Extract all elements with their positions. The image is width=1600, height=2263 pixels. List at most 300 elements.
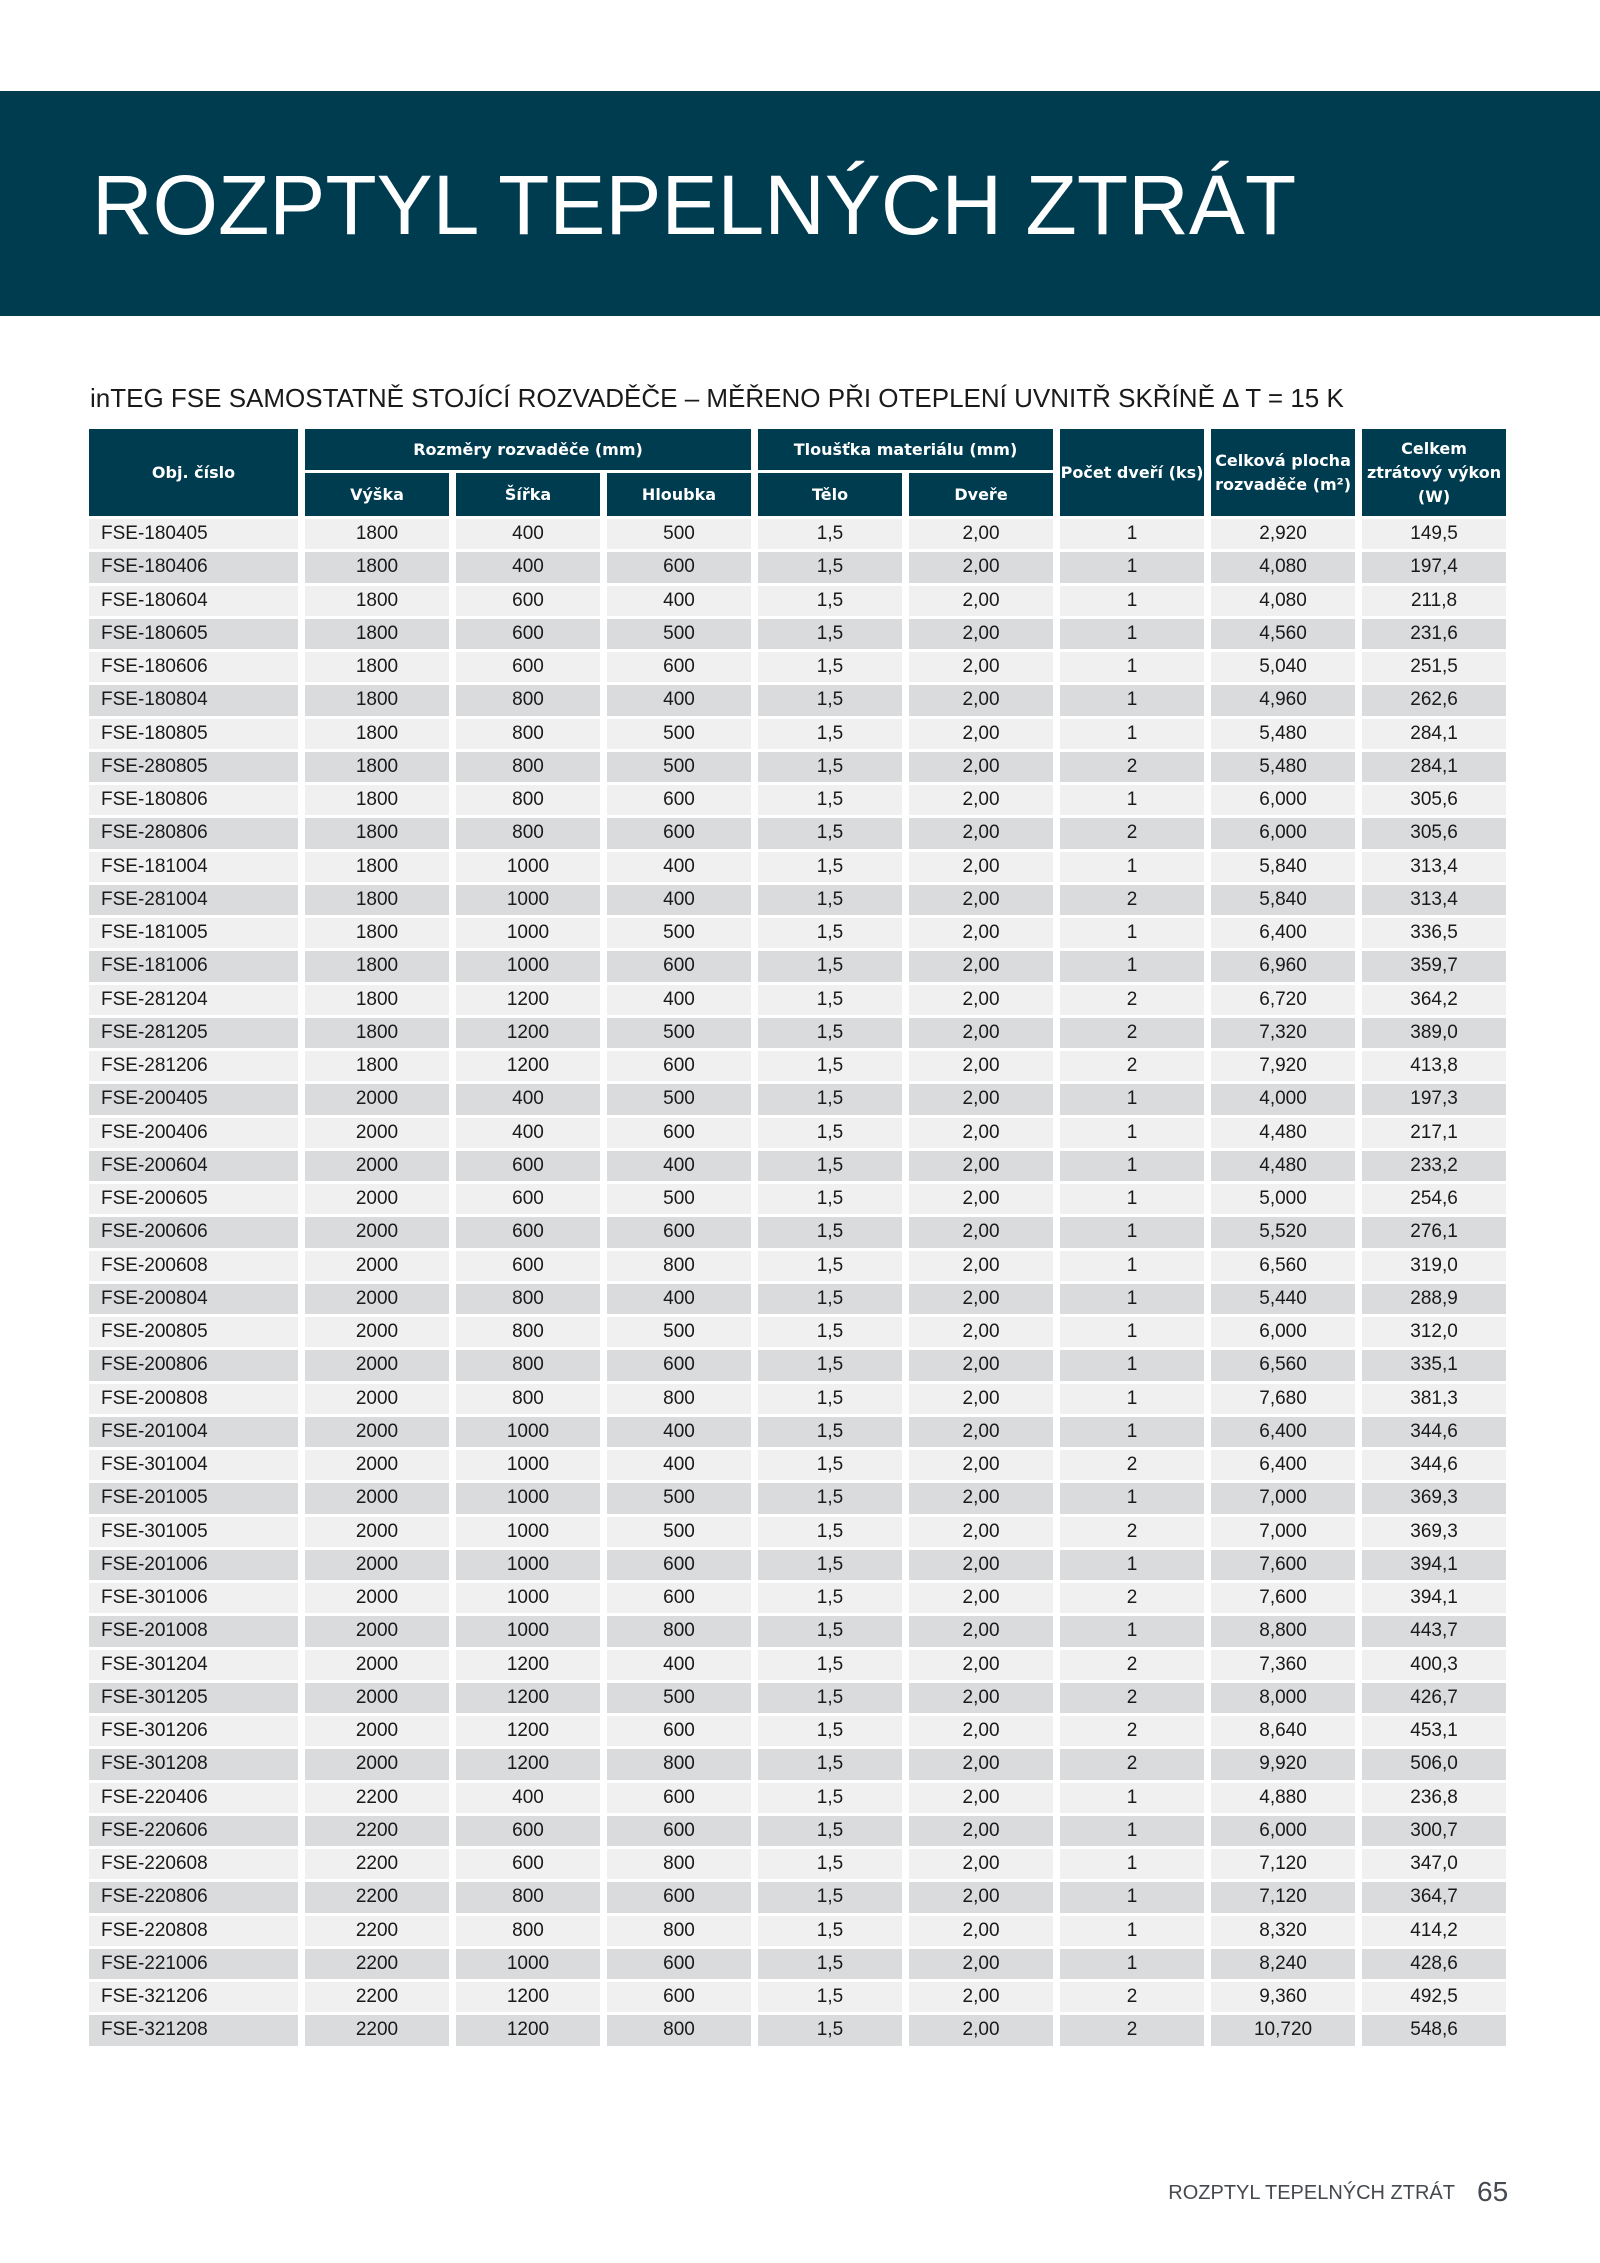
table-cell: 1: [1060, 785, 1204, 815]
table-cell: FSE-200406: [89, 1118, 298, 1148]
table-cell: FSE-200604: [89, 1151, 298, 1181]
table-cell: 1,5: [758, 1284, 902, 1314]
table-cell: 2,00: [909, 918, 1053, 948]
table-cell: 1800: [305, 885, 449, 915]
table-row: [89, 1716, 1506, 1746]
table-cell: FSE-180604: [89, 586, 298, 616]
table-cell: FSE-180406: [89, 552, 298, 582]
table-cell: 1200: [456, 1982, 600, 2012]
header-height: Výška: [305, 473, 449, 516]
table-cell: 414,2: [1362, 1916, 1506, 1946]
table-cell: 251,5: [1362, 652, 1506, 682]
table-cell: 2000: [305, 1317, 449, 1347]
table-cell: FSE-200804: [89, 1284, 298, 1314]
table-cell: 1: [1060, 1118, 1204, 1148]
table-cell: FSE-181006: [89, 951, 298, 981]
table-cell: FSE-180606: [89, 652, 298, 682]
table-cell: 2: [1060, 752, 1204, 782]
table-cell: 800: [456, 1882, 600, 1912]
table-cell: 6,400: [1211, 1450, 1355, 1480]
table-cell: 600: [456, 1184, 600, 1214]
table-cell: 2,00: [909, 1217, 1053, 1247]
table-cell: FSE-280805: [89, 752, 298, 782]
table-cell: 2000: [305, 1650, 449, 1680]
table-cell: 600: [607, 1816, 751, 1846]
heat-loss-table: [82, 426, 1513, 2049]
table-cell: 500: [607, 918, 751, 948]
table-cell: 2200: [305, 1783, 449, 1813]
table-cell: 2: [1060, 2015, 1204, 2045]
table-cell: 2000: [305, 1483, 449, 1513]
table-cell: 2000: [305, 1151, 449, 1181]
table-cell: FSE-301206: [89, 1716, 298, 1746]
table-cell: 2,00: [909, 1450, 1053, 1480]
table-cell: 1,5: [758, 1051, 902, 1081]
table-cell: 1,5: [758, 951, 902, 981]
table-row: [89, 1683, 1506, 1713]
table-row: [89, 619, 1506, 649]
table-cell: 1000: [456, 918, 600, 948]
table-cell: 1: [1060, 1916, 1204, 1946]
table-cell: 600: [456, 1849, 600, 1879]
table-cell: FSE-301204: [89, 1650, 298, 1680]
table-cell: 1800: [305, 985, 449, 1015]
table-cell: 7,600: [1211, 1550, 1355, 1580]
table-cell: 1,5: [758, 1350, 902, 1380]
header-thickness-group: Tloušťka materiálu (mm): [758, 429, 1053, 470]
table-cell: 7,120: [1211, 1849, 1355, 1879]
table-row: [89, 1849, 1506, 1879]
table-cell: 8,800: [1211, 1616, 1355, 1646]
table-cell: FSE-201008: [89, 1616, 298, 1646]
table-cell: 1000: [456, 1517, 600, 1547]
table-cell: 2,00: [909, 1317, 1053, 1347]
table-cell: 1200: [456, 1650, 600, 1680]
table-cell: 6,720: [1211, 985, 1355, 1015]
table-cell: FSE-221006: [89, 1949, 298, 1979]
table-cell: 400: [607, 1650, 751, 1680]
table-cell: 6,000: [1211, 785, 1355, 815]
table-cell: FSE-220608: [89, 1849, 298, 1879]
table-cell: 7,680: [1211, 1384, 1355, 1414]
table-cell: 1,5: [758, 1583, 902, 1613]
table-cell: 1,5: [758, 619, 902, 649]
table-cell: 1,5: [758, 1118, 902, 1148]
table-cell: 2000: [305, 1084, 449, 1114]
table-cell: 1800: [305, 752, 449, 782]
table-cell: 600: [607, 1882, 751, 1912]
table-cell: 1: [1060, 1217, 1204, 1247]
table-cell: 426,7: [1362, 1683, 1506, 1713]
table-cell: 211,8: [1362, 586, 1506, 616]
table-cell: FSE-200808: [89, 1384, 298, 1414]
table-row: [89, 1284, 1506, 1314]
table-cell: 231,6: [1362, 619, 1506, 649]
table-cell: 1,5: [758, 1849, 902, 1879]
table-cell: 400: [456, 552, 600, 582]
table-cell: 1000: [456, 1616, 600, 1646]
table-cell: 600: [607, 818, 751, 848]
table-cell: 359,7: [1362, 951, 1506, 981]
table-cell: FSE-281204: [89, 985, 298, 1015]
table-cell: 7,000: [1211, 1517, 1355, 1547]
table-cell: 2000: [305, 1517, 449, 1547]
table-cell: 1: [1060, 1849, 1204, 1879]
table-cell: 600: [456, 1251, 600, 1281]
table-cell: 2000: [305, 1184, 449, 1214]
header-area: Celková plocha rozvaděče (m²): [1211, 429, 1355, 516]
table-cell: 1: [1060, 652, 1204, 682]
table-cell: 313,4: [1362, 852, 1506, 882]
table-cell: 2000: [305, 1583, 449, 1613]
table-cell: 1800: [305, 951, 449, 981]
table-cell: 2000: [305, 1716, 449, 1746]
table-cell: 1,5: [758, 719, 902, 749]
table-body: [89, 519, 1506, 2046]
table-cell: 600: [607, 1716, 751, 1746]
table-cell: 1,5: [758, 1650, 902, 1680]
table-cell: 1: [1060, 1816, 1204, 1846]
table-cell: 2000: [305, 1616, 449, 1646]
table-cell: 800: [456, 752, 600, 782]
table-cell: 800: [456, 1384, 600, 1414]
table-cell: 335,1: [1362, 1350, 1506, 1380]
table-cell: 312,0: [1362, 1317, 1506, 1347]
table-cell: 2000: [305, 1450, 449, 1480]
table-cell: 1: [1060, 619, 1204, 649]
table-row: [89, 1882, 1506, 1912]
table-cell: 1,5: [758, 652, 902, 682]
table-cell: 2000: [305, 1749, 449, 1779]
header-door-count: Počet dveří (ks): [1060, 429, 1204, 516]
table-cell: 2,00: [909, 1517, 1053, 1547]
table-row: [89, 1483, 1506, 1513]
table-cell: 2200: [305, 1849, 449, 1879]
table-cell: 6,000: [1211, 1317, 1355, 1347]
header-code: Obj. číslo: [89, 429, 298, 516]
table-cell: 1000: [456, 885, 600, 915]
table-cell: 2,00: [909, 1949, 1053, 1979]
table-cell: 1200: [456, 1749, 600, 1779]
table-cell: 5,000: [1211, 1184, 1355, 1214]
table-row: [89, 2015, 1506, 2045]
table-cell: 1,5: [758, 1450, 902, 1480]
table-cell: 600: [607, 1550, 751, 1580]
table-cell: 500: [607, 719, 751, 749]
table-row: [89, 1616, 1506, 1646]
table-row: [89, 552, 1506, 582]
table-cell: FSE-201004: [89, 1417, 298, 1447]
table-cell: 400: [607, 985, 751, 1015]
table-cell: 413,8: [1362, 1051, 1506, 1081]
table-cell: 800: [456, 785, 600, 815]
table-cell: 600: [607, 951, 751, 981]
table-cell: 1000: [456, 1949, 600, 1979]
table-cell: FSE-201006: [89, 1550, 298, 1580]
table-cell: 600: [607, 1217, 751, 1247]
table-cell: 2000: [305, 1350, 449, 1380]
table-cell: 8,240: [1211, 1949, 1355, 1979]
table-cell: 1800: [305, 586, 449, 616]
page-title: ROZPTYL TEPELNÝCH ZTRÁT: [92, 158, 1297, 252]
table-row: [89, 1317, 1506, 1347]
table-cell: 7,600: [1211, 1583, 1355, 1613]
table-row: [89, 1450, 1506, 1480]
table-cell: 1: [1060, 951, 1204, 981]
table-cell: 2200: [305, 1816, 449, 1846]
table-cell: 1: [1060, 852, 1204, 882]
table-cell: 2000: [305, 1217, 449, 1247]
table-cell: FSE-200606: [89, 1217, 298, 1247]
table-cell: 2,00: [909, 1816, 1053, 1846]
table-cell: 2,00: [909, 1051, 1053, 1081]
table-row: [89, 1118, 1506, 1148]
header-width: Šířka: [456, 473, 600, 516]
table-cell: 2,00: [909, 1882, 1053, 1912]
table-cell: FSE-220606: [89, 1816, 298, 1846]
table-row: [89, 1350, 1506, 1380]
table-cell: 600: [456, 586, 600, 616]
table-cell: 1: [1060, 1550, 1204, 1580]
table-cell: 600: [607, 1982, 751, 2012]
table-cell: 600: [607, 1051, 751, 1081]
table-cell: 400: [607, 586, 751, 616]
table-cell: 2000: [305, 1683, 449, 1713]
table-cell: 400: [456, 1084, 600, 1114]
table-row: [89, 1550, 1506, 1580]
table-cell: 500: [607, 1317, 751, 1347]
table-cell: 600: [607, 785, 751, 815]
table-cell: 2: [1060, 885, 1204, 915]
table-row: [89, 852, 1506, 882]
table-cell: 2,00: [909, 752, 1053, 782]
table-cell: 9,360: [1211, 1982, 1355, 2012]
table-cell: 1,5: [758, 1683, 902, 1713]
table-cell: 2,00: [909, 951, 1053, 981]
table-cell: 7,320: [1211, 1018, 1355, 1048]
table-cell: 344,6: [1362, 1417, 1506, 1447]
table-row: [89, 519, 1506, 549]
table-cell: 492,5: [1362, 1982, 1506, 2012]
table-cell: 1800: [305, 785, 449, 815]
table-row: [89, 1583, 1506, 1613]
table-cell: 1,5: [758, 852, 902, 882]
header-depth: Hloubka: [607, 473, 751, 516]
table-cell: 5,840: [1211, 885, 1355, 915]
table-cell: 400: [607, 1151, 751, 1181]
table-cell: 1,5: [758, 1217, 902, 1247]
table-cell: 800: [607, 1749, 751, 1779]
table-cell: 2,00: [909, 685, 1053, 715]
table-cell: 305,6: [1362, 785, 1506, 815]
table-cell: 344,6: [1362, 1450, 1506, 1480]
table-subtitle: inTEG FSE SAMOSTATNĚ STOJÍCÍ ROZVADĚČE – MĚŘENO PŘI OTEPLENÍ UVNITŘ SKŘÍNĚ Δ T = 15 K: [90, 383, 1344, 413]
table-cell: 1: [1060, 1184, 1204, 1214]
table-cell: 600: [607, 652, 751, 682]
table-cell: 1200: [456, 1018, 600, 1048]
table-cell: 600: [607, 1350, 751, 1380]
table-cell: FSE-181005: [89, 918, 298, 948]
table-cell: 9,920: [1211, 1749, 1355, 1779]
table-cell: 8,640: [1211, 1716, 1355, 1746]
table-cell: 2: [1060, 1982, 1204, 2012]
table-cell: FSE-180804: [89, 685, 298, 715]
table-cell: 500: [607, 1483, 751, 1513]
table-cell: 800: [607, 1616, 751, 1646]
table-cell: 400: [456, 1118, 600, 1148]
table-cell: 600: [456, 1151, 600, 1181]
table-cell: 600: [456, 1217, 600, 1247]
table-cell: 2200: [305, 1916, 449, 1946]
table-cell: 1: [1060, 685, 1204, 715]
table-cell: 2: [1060, 1683, 1204, 1713]
table-cell: 1: [1060, 586, 1204, 616]
table-cell: 1: [1060, 1084, 1204, 1114]
table-cell: 2000: [305, 1417, 449, 1447]
table-cell: 284,1: [1362, 719, 1506, 749]
table-cell: 4,880: [1211, 1783, 1355, 1813]
table-cell: 1000: [456, 1550, 600, 1580]
table-cell: 800: [456, 818, 600, 848]
table-cell: 347,0: [1362, 1849, 1506, 1879]
table-cell: FSE-280806: [89, 818, 298, 848]
table-cell: FSE-301205: [89, 1683, 298, 1713]
table-cell: 276,1: [1362, 1217, 1506, 1247]
table-row: [89, 1749, 1506, 1779]
table-cell: 4,000: [1211, 1084, 1355, 1114]
table-cell: 2,00: [909, 1650, 1053, 1680]
table-cell: 197,4: [1362, 552, 1506, 582]
table-row: [89, 918, 1506, 948]
header-doors: Dveře: [909, 473, 1053, 516]
table-cell: 600: [607, 1783, 751, 1813]
table-cell: FSE-301208: [89, 1749, 298, 1779]
table-cell: 2: [1060, 1450, 1204, 1480]
table-cell: 1,5: [758, 1517, 902, 1547]
table-cell: 1: [1060, 1350, 1204, 1380]
table-cell: 400: [456, 519, 600, 549]
table-row: [89, 1384, 1506, 1414]
table-cell: FSE-321208: [89, 2015, 298, 2045]
table-cell: 400: [607, 685, 751, 715]
table-cell: 1: [1060, 1317, 1204, 1347]
table-cell: 5,440: [1211, 1284, 1355, 1314]
table-row: [89, 1816, 1506, 1846]
table-cell: 2000: [305, 1118, 449, 1148]
table-cell: 2,00: [909, 1683, 1053, 1713]
table-cell: 1: [1060, 1151, 1204, 1181]
table-cell: 2: [1060, 1716, 1204, 1746]
table-cell: 5,480: [1211, 719, 1355, 749]
table-cell: FSE-281206: [89, 1051, 298, 1081]
table-cell: 2,00: [909, 1350, 1053, 1380]
table-cell: 1,5: [758, 1949, 902, 1979]
table-row: [89, 1184, 1506, 1214]
table-cell: 5,040: [1211, 652, 1355, 682]
table-cell: 6,000: [1211, 818, 1355, 848]
table-cell: 1,5: [758, 1184, 902, 1214]
table-cell: 800: [456, 719, 600, 749]
table-cell: FSE-301005: [89, 1517, 298, 1547]
table-cell: 4,960: [1211, 685, 1355, 715]
table-cell: 500: [607, 1517, 751, 1547]
table-cell: 2: [1060, 818, 1204, 848]
table-cell: 1: [1060, 1783, 1204, 1813]
table-cell: 1: [1060, 1949, 1204, 1979]
table-cell: 2,00: [909, 552, 1053, 582]
table-cell: 500: [607, 752, 751, 782]
table-cell: 500: [607, 519, 751, 549]
table-cell: FSE-200806: [89, 1350, 298, 1380]
table-cell: FSE-220406: [89, 1783, 298, 1813]
table-cell: 1,5: [758, 752, 902, 782]
table-cell: 2,00: [909, 1151, 1053, 1181]
table-cell: 305,6: [1362, 818, 1506, 848]
table-cell: 1200: [456, 985, 600, 1015]
table-row: [89, 1251, 1506, 1281]
table-cell: 1: [1060, 1483, 1204, 1513]
table-cell: 2,00: [909, 1084, 1053, 1114]
table-cell: 1800: [305, 1018, 449, 1048]
table-cell: 233,2: [1362, 1151, 1506, 1181]
table-cell: 600: [607, 1949, 751, 1979]
table-cell: 1: [1060, 1882, 1204, 1912]
table-cell: 1,5: [758, 1616, 902, 1646]
table-row: [89, 1949, 1506, 1979]
table-row: [89, 1417, 1506, 1447]
table-cell: 2,00: [909, 1184, 1053, 1214]
table-cell: 2,00: [909, 1916, 1053, 1946]
table-cell: 313,4: [1362, 885, 1506, 915]
table-cell: 1,5: [758, 818, 902, 848]
table-cell: 600: [607, 1583, 751, 1613]
table-row: [89, 1916, 1506, 1946]
table-cell: 364,7: [1362, 1882, 1506, 1912]
table-cell: 6,000: [1211, 1816, 1355, 1846]
table-cell: 1,5: [758, 1251, 902, 1281]
table-row: [89, 1084, 1506, 1114]
table-cell: 1,5: [758, 1882, 902, 1912]
header-body: Tělo: [758, 473, 902, 516]
table-cell: 1200: [456, 1683, 600, 1713]
table-cell: 1200: [456, 2015, 600, 2045]
table-cell: 369,3: [1362, 1483, 1506, 1513]
table-cell: 6,960: [1211, 951, 1355, 981]
table-cell: 2: [1060, 985, 1204, 1015]
table-cell: FSE-200405: [89, 1084, 298, 1114]
table-cell: 2,00: [909, 885, 1053, 915]
table-cell: 1,5: [758, 1816, 902, 1846]
table-cell: FSE-180806: [89, 785, 298, 815]
table-row: [89, 1517, 1506, 1547]
table-cell: 5,480: [1211, 752, 1355, 782]
table-cell: 2,00: [909, 1118, 1053, 1148]
table-cell: 7,920: [1211, 1051, 1355, 1081]
table-cell: 500: [607, 1683, 751, 1713]
table-cell: 6,560: [1211, 1251, 1355, 1281]
table-cell: 800: [607, 1384, 751, 1414]
table-cell: 600: [607, 1118, 751, 1148]
table-cell: 600: [456, 1816, 600, 1846]
table-cell: FSE-180605: [89, 619, 298, 649]
table-cell: 1800: [305, 619, 449, 649]
table-cell: 1,5: [758, 1550, 902, 1580]
table-cell: 319,0: [1362, 1251, 1506, 1281]
table-cell: 1,5: [758, 1916, 902, 1946]
table-cell: 2200: [305, 2015, 449, 2045]
table-cell: 394,1: [1362, 1583, 1506, 1613]
table-cell: 2,00: [909, 1716, 1053, 1746]
